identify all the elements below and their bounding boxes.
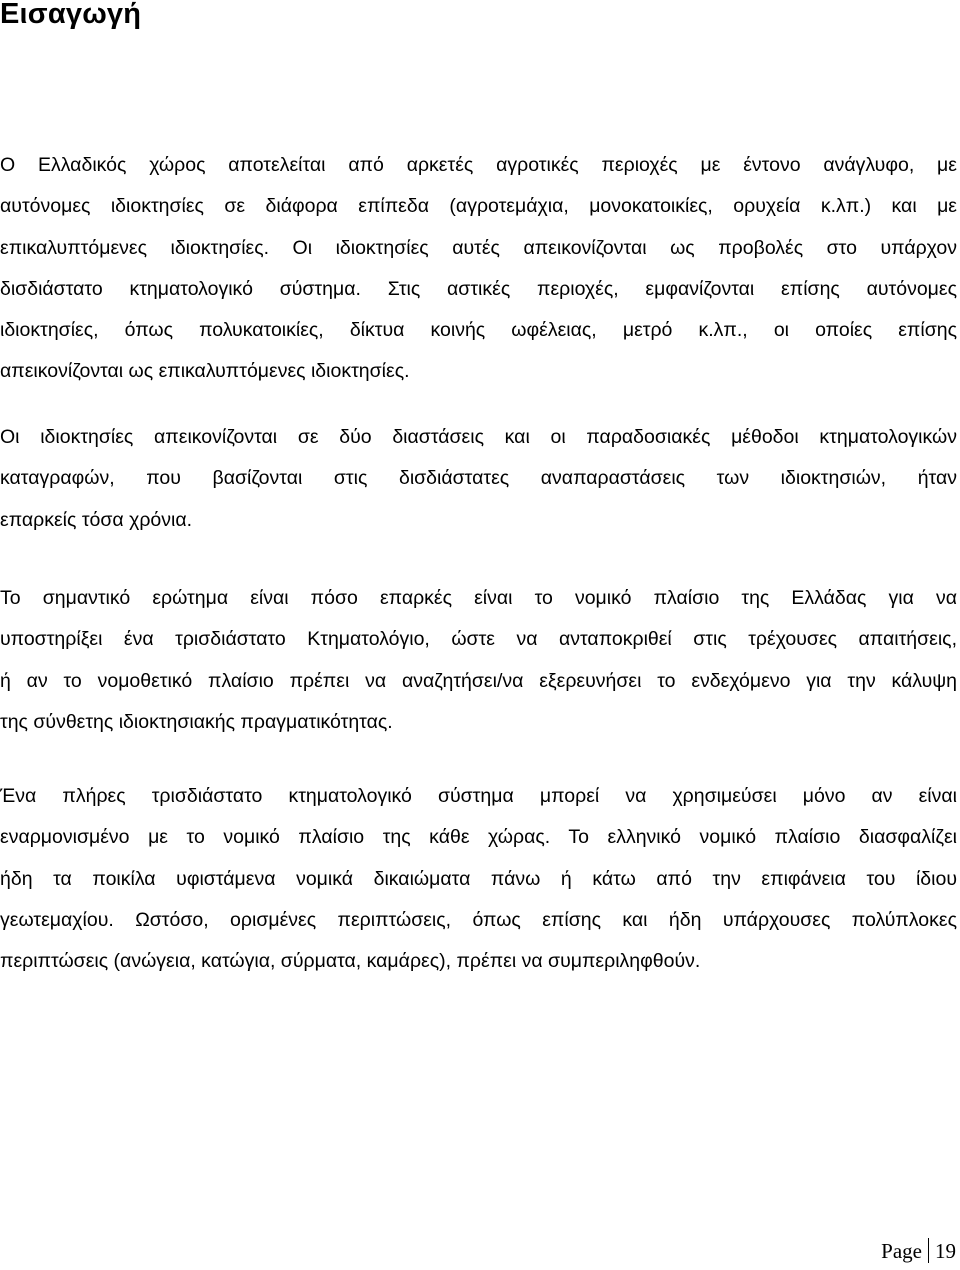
- paragraph-line: ήδη τα ποικίλα υφιστάμενα νομικά δικαιώματα πάνω ή κάτω από την επιφάνεια του ίδιου: [0, 867, 957, 890]
- paragraph-line: καταγραφών, που βασίζονται στις δισδιάστατες αναπαραστάσεις των ιδιοκτησιών, ήταν: [0, 467, 957, 490]
- paragraph-line: της σύνθετης ιδιοκτησιακής πραγματικότητας.: [0, 710, 393, 733]
- paragraph-line: Ο Ελλαδικός χώρος αποτελείται από αρκετές αγροτικές περιοχές με έντονο ανάγλυφο, με: [0, 154, 957, 176]
- paragraph-1: [0, 145, 957, 393]
- paragraph-line: ιδιοκτησίες, όπως πολυκατοικίες, δίκτυα κοινής ωφέλειας, μετρό κ.λπ., οι οποίες επίσης: [0, 319, 957, 342]
- footer-separator: [928, 1238, 929, 1263]
- paragraph-4: [0, 776, 957, 982]
- paragraph-3: [0, 578, 957, 743]
- paragraph-line: υποστηρίξει ένα τρισδιάστατο Κτηματολόγιο, ώστε να ανταποκριθεί στις τρέχουσες απαιτήσεις,: [0, 628, 957, 651]
- paragraph-2: [0, 417, 957, 541]
- paragraph-line: περιπτώσεις (ανώγεια, κατώγια, σύρματα, καμάρες), πρέπει να συμπεριληφθούν.: [0, 950, 701, 973]
- paragraph-line: δισδιάστατο κτηματολογικό σύστημα. Στις αστικές περιοχές, εμφανίζονται επίσης αυτόνομες: [0, 277, 957, 300]
- paragraph-line: εναρμονισμένο με το νομικό πλαίσιο της κάθε χώρας. Το ελληνικό νομικό πλαίσιο διασφαλίζει: [0, 826, 957, 849]
- paragraph-line: Ένα πλήρες τρισδιάστατο κτηματολογικό σύστημα μπορεί να χρησιμεύσει μόνο αν είναι: [0, 785, 957, 807]
- page-label: Page: [881, 1239, 922, 1263]
- paragraph-line: Το σημαντικό ερώτημα είναι πόσο επαρκές είναι το νομικό πλαίσιο της Ελλάδας για να: [0, 587, 957, 609]
- paragraph-line: ή αν το νομοθετικό πλαίσιο πρέπει να αναζητήσει/να εξερευνήσει το ενδεχόμενο για την κάλυψη: [0, 669, 957, 692]
- paragraph-line: Οι ιδιοκτησίες απεικονίζονται σε δύο διαστάσεις και οι παραδοσιακές μέθοδοι κτηματολογικών: [0, 426, 957, 448]
- paragraph-line: αυτόνομες ιδιοκτησίες σε διάφορα επίπεδα (αγροτεμάχια, μονοκατοικίες, ορυχεία κ.λπ.) και με: [0, 195, 957, 218]
- paragraph-line: επικαλυπτόμενες ιδιοκτησίες. Οι ιδιοκτησίες αυτές απεικονίζονται ως προβολές στο υπάρχον: [0, 236, 957, 259]
- paragraph-line: επαρκείς τόσα χρόνια.: [0, 508, 193, 531]
- paragraph-line: γεωτεμαχίου. Ωστόσο, ορισμένες περιπτώσεις, όπως επίσης και ήδη υπάρχουσες πολύπλοκες: [0, 908, 957, 931]
- page-number: 19: [935, 1239, 956, 1263]
- paragraph-line: απεικονίζονται ως επικαλυπτόμενες ιδιοκτησίες.: [0, 360, 410, 383]
- page-heading: Εισαγωγή: [0, 0, 142, 30]
- page-footer: [881, 1238, 956, 1264]
